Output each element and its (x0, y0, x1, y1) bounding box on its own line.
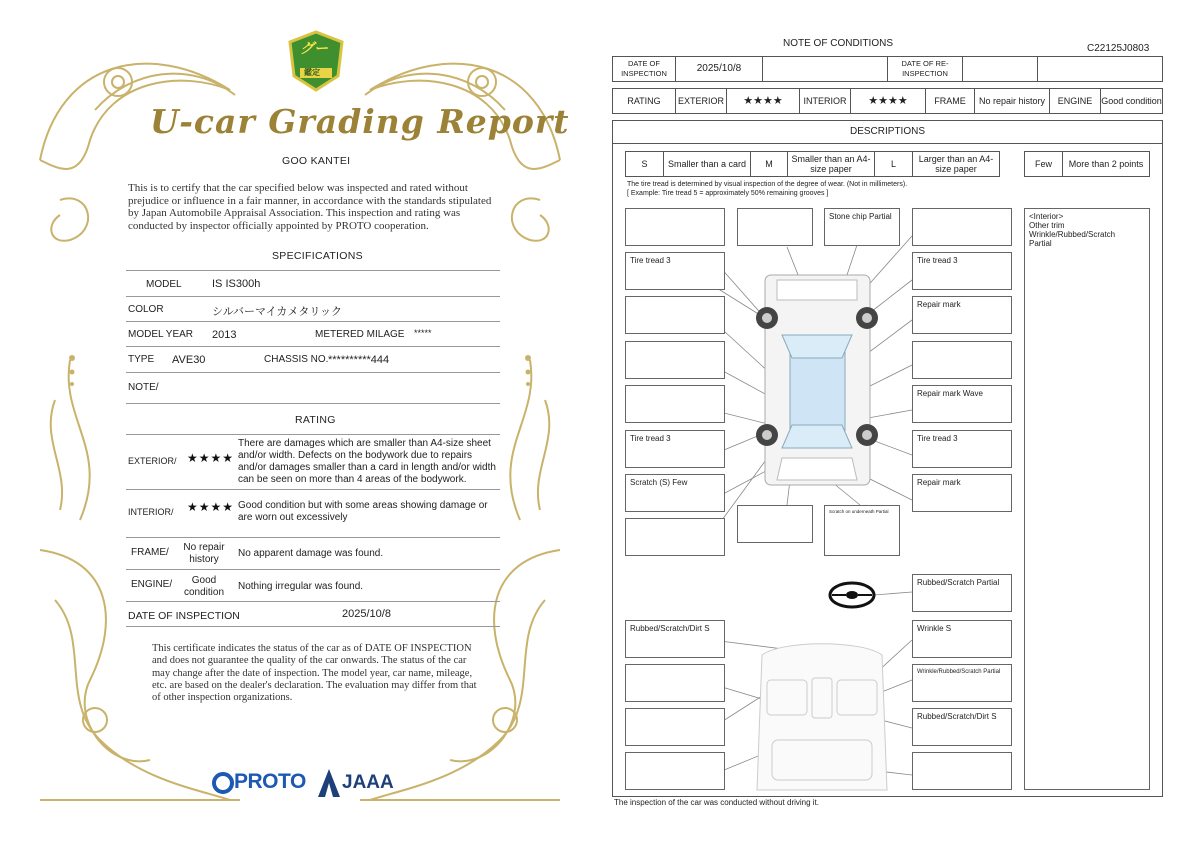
legend-few: Few (1024, 151, 1063, 177)
date-label: DATE OF INSPECTION (128, 610, 240, 622)
interior-stars-cell: ★★★★ (850, 88, 926, 114)
note-label: NOTE/ (128, 382, 159, 393)
note-box-i7 (625, 752, 725, 790)
note-box-i5 (625, 708, 725, 746)
note-box-i8 (912, 752, 1012, 790)
note-box-i3 (625, 664, 725, 702)
repair-mark-box-2: Repair mark (912, 474, 1012, 512)
mileage-label: METERED MILAGE (315, 329, 405, 340)
jaaa-logo-icon (318, 769, 340, 797)
report-subtitle: GOO KANTEI (282, 155, 351, 167)
exterior-description: There are damages which are smaller than A4-size sheet and/or width. Defects on the bodywork due to repairs and/or damages smaller than a card in length and/or width can be seen on more than 4 areas of the bodywork. (238, 438, 496, 485)
exterior-stars-cell: ★★★★ (726, 88, 800, 114)
frame-value: No repair history (183, 542, 225, 565)
date-of-inspection-value: 2025/10/8 (675, 56, 763, 82)
chassis-label: CHASSIS NO. (264, 354, 329, 365)
proto-logo: PROTO (234, 770, 306, 793)
tire-tread-rear-left: Tire tread 3 (625, 430, 725, 468)
sheet-code: C22125J0803 (1087, 43, 1150, 54)
certificate-footer: This certificate indicates the status of the car as of DATE OF INSPECTION and does not guarantee the quality of the car onwards. The status of the car may change after the date of inspection. The model year, car name, mileage, etc. are based on the dealer's declaration. The evaluation may differ from that of other inspection organizations. (152, 643, 477, 704)
repair-mark-box-1: Repair mark (912, 296, 1012, 334)
legend-m: M (750, 151, 788, 177)
note-box-bottom-1 (737, 505, 813, 543)
note-box-8 (625, 518, 725, 556)
underneath-box: Scratch on underneath Partial (824, 505, 900, 556)
date-reinspection-label: DATE OF RE-INSPECTION (887, 56, 963, 82)
exterior-label-cell: EXTERIOR (675, 88, 727, 114)
engine-value: Good condition (183, 575, 225, 598)
interior-description: Good condition but with some areas showing damage or are worn out excessively (238, 500, 488, 523)
tire-tread-front-right: Tire tread 3 (912, 252, 1012, 290)
rating-heading: RATING (295, 414, 336, 426)
scratch-few-box: Scratch (S) Few (625, 474, 725, 512)
engine-label-cell: ENGINE (1049, 88, 1101, 114)
model-year-label: MODEL YEAR (128, 329, 194, 340)
legend-m-text: Smaller than an A4-size paper (787, 151, 875, 177)
badge-top-text: グー (300, 40, 328, 56)
legend-l: L (874, 151, 913, 177)
rubbed-scratch-dirt-box-2: Rubbed/Scratch/Dirt S (912, 708, 1012, 746)
car-interior-view (757, 644, 887, 790)
engine-value-cell: Good condition (1100, 88, 1163, 114)
wrinkle-rubbed-scratch-box: Wrinkle/Rubbed/Scratch Partial (912, 664, 1012, 702)
note-box-3 (625, 296, 725, 334)
sheet-footer: The inspection of the car was conducted without driving it. (614, 798, 819, 807)
rubbed-scratch-partial-box: Rubbed/Scratch Partial (912, 574, 1012, 612)
tread-note-1: The tire tread is determined by visual inspection of the degree of wear. (Not in millimeters). (627, 181, 908, 188)
interior-notes-panel: <Interior> Other trim Wrinkle/Rubbed/Scratch Partial (1024, 208, 1150, 790)
date-reinspection-blank (1037, 56, 1163, 82)
type-label: TYPE (128, 354, 155, 365)
note-box-top-1 (737, 208, 813, 246)
color-value: シルバーマイカメタリック (212, 306, 342, 318)
tread-note-2: [ Example: Tire tread 5 = approximately 50% remaining grooves ] (627, 190, 829, 197)
proto-logo-icon (212, 771, 234, 795)
engine-description: Nothing irregular was found. (238, 581, 364, 592)
steering-wheel-icon (830, 583, 874, 607)
sheet-title: NOTE OF CONDITIONS (783, 38, 893, 49)
frame-label-cell: FRAME (925, 88, 975, 114)
descriptions-heading: DESCRIPTIONS (849, 126, 925, 137)
report-title: U-car Grading Report (150, 102, 570, 141)
interior-label-cell: INTERIOR (799, 88, 851, 114)
wrinkle-box: Wrinkle S (912, 620, 1012, 658)
engine-label: ENGINE/ (131, 579, 173, 590)
note-box-r1 (912, 208, 1012, 246)
date-reinspection-value (962, 56, 1038, 82)
note-box-1 (625, 208, 725, 246)
car-top-view (756, 275, 878, 485)
note-box-5 (625, 385, 725, 423)
type-value: AVE30 (172, 354, 206, 366)
date-blank-cell (762, 56, 888, 82)
legend-s-text: Smaller than a card (663, 151, 751, 177)
interior-label: INTERIOR/ (128, 507, 174, 517)
note-box-r4 (912, 341, 1012, 379)
date-value: 2025/10/8 (342, 608, 391, 620)
legend-s: S (625, 151, 664, 177)
date-of-inspection-label: DATE OF INSPECTION (612, 56, 676, 82)
legend-l-text: Larger than an A4-size paper (912, 151, 1000, 177)
rubbed-scratch-dirt-box-1: Rubbed/Scratch/Dirt S (625, 620, 725, 658)
exterior-label: EXTERIOR/ (128, 456, 177, 466)
frame-label: FRAME/ (131, 547, 169, 558)
frame-description: No apparent damage was found. (238, 548, 384, 559)
color-label: COLOR (128, 304, 164, 315)
mileage-value: ***** (414, 328, 432, 338)
rating-label: RATING (612, 88, 676, 114)
frame-value-cell: No repair history (974, 88, 1050, 114)
interior-stars: ★★★★ (187, 500, 235, 514)
model-year-value: 2013 (212, 329, 237, 341)
specifications-heading: SPECIFICATIONS (272, 250, 363, 262)
stone-chip-box: Stone chip Partial (824, 208, 900, 246)
note-box-4 (625, 341, 725, 379)
tire-tread-rear-right: Tire tread 3 (912, 430, 1012, 468)
badge-bottom-text: 鑑定 (304, 68, 320, 77)
tire-tread-front-left: Tire tread 3 (625, 252, 725, 290)
certification-statement: This is to certify that the car specified below was inspected and rated without prejudice or influence in a fair manner, in accordance with the standards stipulated by Japan Automobile Appraisal Association. This inspection and rating was conducted by inspector officially appointed by PROTO cooperation. (128, 182, 492, 232)
exterior-stars: ★★★★ (187, 451, 235, 465)
model-value: IS IS300h (212, 278, 261, 290)
jaaa-logo: JAAA (342, 772, 394, 793)
model-label: MODEL (146, 279, 182, 290)
repair-mark-wave-box: Repair mark Wave (912, 385, 1012, 423)
legend-few-text: More than 2 points (1062, 151, 1150, 177)
chassis-value: **********444 (328, 354, 390, 366)
